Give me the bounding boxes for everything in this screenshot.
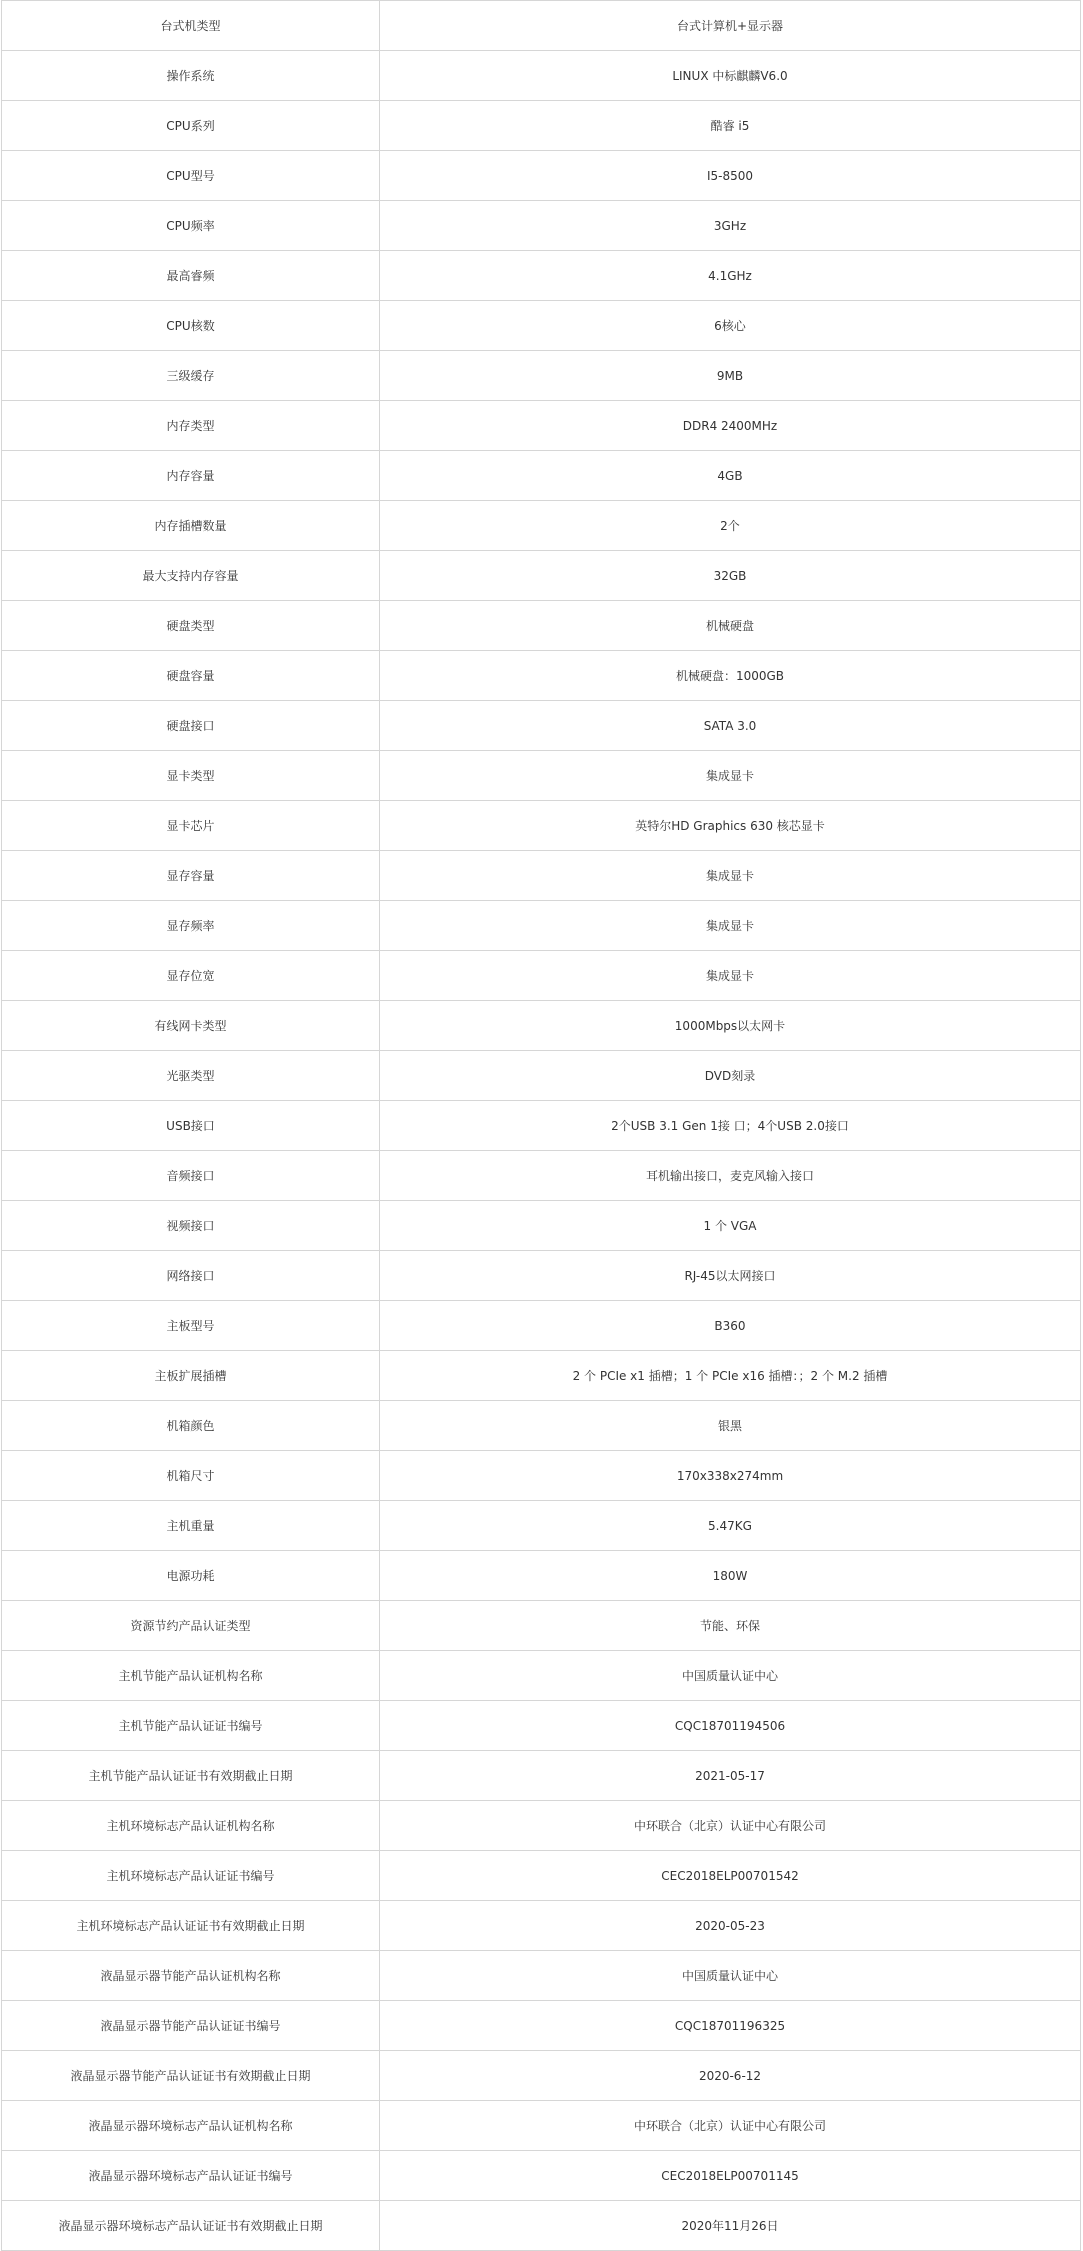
spec-label: 内存容量 — [2, 451, 380, 501]
spec-value: 4GB — [380, 451, 1081, 501]
spec-value: 1 个 VGA — [380, 1201, 1081, 1251]
spec-label: 主板扩展插槽 — [2, 1351, 380, 1401]
spec-value: 集成显卡 — [380, 851, 1081, 901]
spec-label: 主机环境标志产品认证证书有效期截止日期 — [2, 1901, 380, 1951]
spec-label: 机箱颜色 — [2, 1401, 380, 1451]
spec-value: 集成显卡 — [380, 951, 1081, 1001]
spec-value: B360 — [380, 1301, 1081, 1351]
spec-label: 音频接口 — [2, 1151, 380, 1201]
table-row — [2, 1651, 1081, 1701]
table-row — [2, 1, 1081, 51]
table-row — [2, 1551, 1081, 1601]
spec-value: 3GHz — [380, 201, 1081, 251]
spec-value: DVD刻录 — [380, 1051, 1081, 1101]
spec-value: 台式计算机+显示器 — [380, 1, 1081, 51]
table-row — [2, 551, 1081, 601]
table-row — [2, 2051, 1081, 2101]
spec-value: 6核心 — [380, 301, 1081, 351]
spec-label: 显存频率 — [2, 901, 380, 951]
table-row — [2, 951, 1081, 1001]
spec-label: 液晶显示器节能产品认证证书有效期截止日期 — [2, 2051, 380, 2101]
table-row — [2, 2201, 1081, 2251]
spec-value: 2 个 PCIe x1 插槽；1 个 PCIe x16 插槽：；2 个 M.2 插槽 — [380, 1351, 1081, 1401]
table-row — [2, 201, 1081, 251]
table-row — [2, 2151, 1081, 2201]
spec-label: 主板型号 — [2, 1301, 380, 1351]
spec-label: 液晶显示器环境标志产品认证证书有效期截止日期 — [2, 2201, 380, 2251]
spec-label: 最高睿频 — [2, 251, 380, 301]
table-row — [2, 1401, 1081, 1451]
spec-label: 操作系统 — [2, 51, 380, 101]
spec-value: 英特尔HD Graphics 630 核芯显卡 — [380, 801, 1081, 851]
spec-label: 内存类型 — [2, 401, 380, 451]
spec-value: CQC18701196325 — [380, 2001, 1081, 2051]
spec-label: 最大支持内存容量 — [2, 551, 380, 601]
table-row — [2, 1751, 1081, 1801]
spec-label: 内存插槽数量 — [2, 501, 380, 551]
table-row — [2, 901, 1081, 951]
spec-value: 银黑 — [380, 1401, 1081, 1451]
table-row — [2, 2101, 1081, 2151]
spec-value: RJ-45以太网接口 — [380, 1251, 1081, 1301]
table-row — [2, 1301, 1081, 1351]
table-row — [2, 451, 1081, 501]
table-row — [2, 351, 1081, 401]
spec-label: 电源功耗 — [2, 1551, 380, 1601]
table-row — [2, 1451, 1081, 1501]
table-row — [2, 1101, 1081, 1151]
spec-label: 液晶显示器节能产品认证机构名称 — [2, 1951, 380, 2001]
table-row — [2, 1901, 1081, 1951]
table-row — [2, 251, 1081, 301]
spec-value: 酷睿 i5 — [380, 101, 1081, 151]
spec-label: 台式机类型 — [2, 1, 380, 51]
spec-value: I5-8500 — [380, 151, 1081, 201]
spec-label: 主机环境标志产品认证证书编号 — [2, 1851, 380, 1901]
spec-label: 三级缓存 — [2, 351, 380, 401]
spec-value: DDR4 2400MHz — [380, 401, 1081, 451]
spec-value: 机械硬盘 — [380, 601, 1081, 651]
spec-value: 2021-05-17 — [380, 1751, 1081, 1801]
spec-label: 光驱类型 — [2, 1051, 380, 1101]
spec-label: 硬盘容量 — [2, 651, 380, 701]
table-row — [2, 1951, 1081, 2001]
spec-label: 显存容量 — [2, 851, 380, 901]
spec-label: CPU系列 — [2, 101, 380, 151]
table-row — [2, 1601, 1081, 1651]
table-row — [2, 1001, 1081, 1051]
spec-table-body — [2, 1, 1081, 2251]
table-row — [2, 151, 1081, 201]
table-row — [2, 801, 1081, 851]
spec-value: 1000Mbps以太网卡 — [380, 1001, 1081, 1051]
table-row — [2, 1151, 1081, 1201]
spec-label: CPU核数 — [2, 301, 380, 351]
spec-value: 集成显卡 — [380, 901, 1081, 951]
spec-label: 主机重量 — [2, 1501, 380, 1551]
spec-value: 5.47KG — [380, 1501, 1081, 1551]
spec-label: 网络接口 — [2, 1251, 380, 1301]
spec-value: CEC2018ELP00701542 — [380, 1851, 1081, 1901]
spec-value: 32GB — [380, 551, 1081, 601]
spec-label: 液晶显示器环境标志产品认证机构名称 — [2, 2101, 380, 2151]
table-row — [2, 851, 1081, 901]
spec-value: CEC2018ELP00701145 — [380, 2151, 1081, 2201]
spec-value: 2020-05-23 — [380, 1901, 1081, 1951]
spec-value: 节能、环保 — [380, 1601, 1081, 1651]
spec-value: 9MB — [380, 351, 1081, 401]
spec-value: 4.1GHz — [380, 251, 1081, 301]
spec-value: 中国质量认证中心 — [380, 1651, 1081, 1701]
table-row — [2, 1701, 1081, 1751]
spec-label: CPU频率 — [2, 201, 380, 251]
spec-value: 集成显卡 — [380, 751, 1081, 801]
spec-value: 耳机输出接口，麦克风输入接口 — [380, 1151, 1081, 1201]
table-row — [2, 51, 1081, 101]
spec-label: 液晶显示器节能产品认证证书编号 — [2, 2001, 380, 2051]
spec-label: 液晶显示器环境标志产品认证证书编号 — [2, 2151, 380, 2201]
spec-label: 主机节能产品认证机构名称 — [2, 1651, 380, 1701]
table-row — [2, 601, 1081, 651]
spec-label: USB接口 — [2, 1101, 380, 1151]
spec-label: 视频接口 — [2, 1201, 380, 1251]
spec-label: 机箱尺寸 — [2, 1451, 380, 1501]
table-row — [2, 1851, 1081, 1901]
spec-value: 机械硬盘：1000GB — [380, 651, 1081, 701]
spec-label: 有线网卡类型 — [2, 1001, 380, 1051]
table-row — [2, 1351, 1081, 1401]
spec-label: CPU型号 — [2, 151, 380, 201]
spec-label: 硬盘接口 — [2, 701, 380, 751]
spec-label: 资源节约产品认证类型 — [2, 1601, 380, 1651]
spec-value: 中环联合（北京）认证中心有限公司 — [380, 2101, 1081, 2151]
table-row — [2, 401, 1081, 451]
spec-label: 主机节能产品认证证书有效期截止日期 — [2, 1751, 380, 1801]
spec-value: 中环联合（北京）认证中心有限公司 — [380, 1801, 1081, 1851]
spec-value: 2个USB 3.1 Gen 1接 口；4个USB 2.0接口 — [380, 1101, 1081, 1151]
spec-label: 主机节能产品认证证书编号 — [2, 1701, 380, 1751]
spec-value: 2020年11月26日 — [380, 2201, 1081, 2251]
spec-value: 2020-6-12 — [380, 2051, 1081, 2101]
spec-value: 180W — [380, 1551, 1081, 1601]
spec-table — [1, 0, 1081, 2251]
table-row — [2, 1501, 1081, 1551]
table-row — [2, 651, 1081, 701]
spec-label: 显卡芯片 — [2, 801, 380, 851]
spec-value: SATA 3.0 — [380, 701, 1081, 751]
table-row — [2, 1801, 1081, 1851]
spec-value: LINUX 中标麒麟V6.0 — [380, 51, 1081, 101]
spec-label: 显存位宽 — [2, 951, 380, 1001]
table-row — [2, 1051, 1081, 1101]
spec-label: 显卡类型 — [2, 751, 380, 801]
spec-value: 170x338x274mm — [380, 1451, 1081, 1501]
spec-value: 2个 — [380, 501, 1081, 551]
table-row — [2, 751, 1081, 801]
table-row — [2, 101, 1081, 151]
spec-label: 硬盘类型 — [2, 601, 380, 651]
table-row — [2, 501, 1081, 551]
spec-value: CQC18701194506 — [380, 1701, 1081, 1751]
table-row — [2, 1201, 1081, 1251]
spec-value: 中国质量认证中心 — [380, 1951, 1081, 2001]
table-row — [2, 701, 1081, 751]
table-row — [2, 301, 1081, 351]
table-row — [2, 2001, 1081, 2051]
spec-label: 主机环境标志产品认证机构名称 — [2, 1801, 380, 1851]
table-row — [2, 1251, 1081, 1301]
